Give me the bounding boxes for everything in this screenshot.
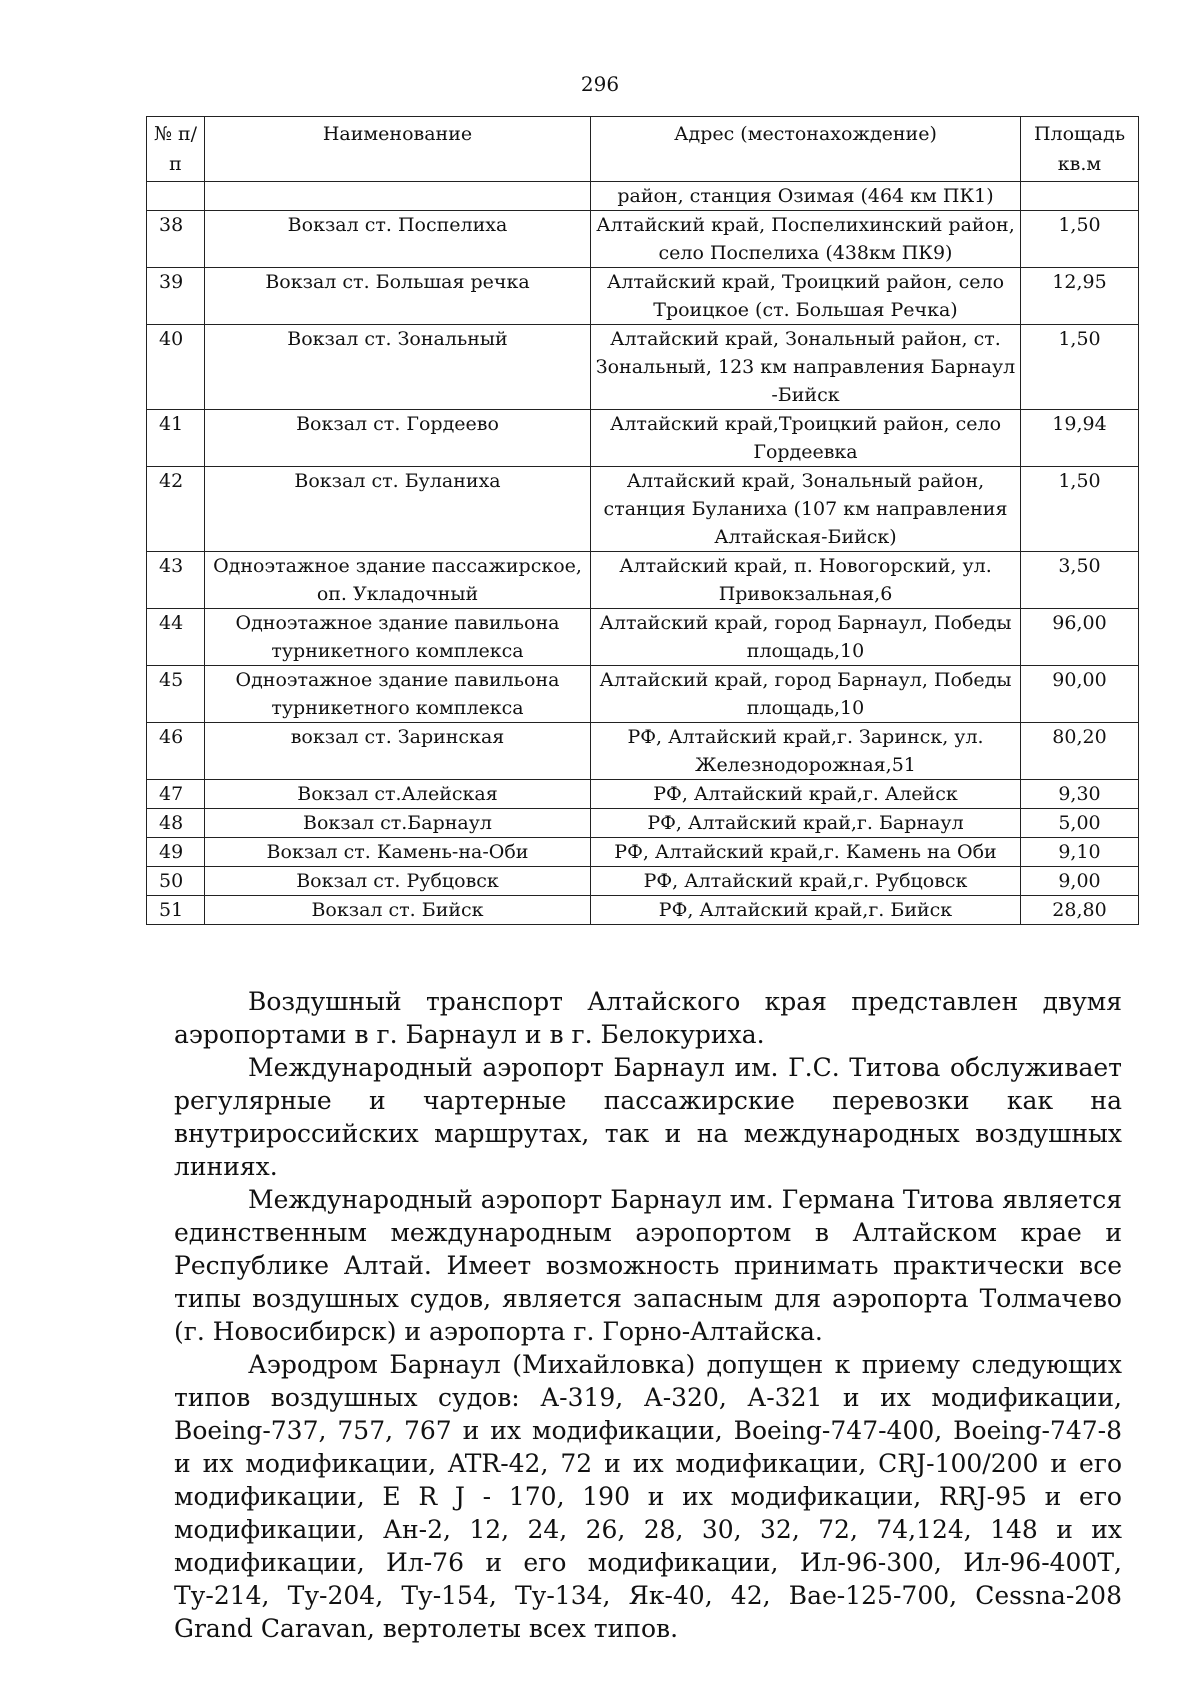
cell-name: Вокзал ст.Алейская xyxy=(205,780,591,809)
header-address: Адрес (местонахождение) xyxy=(591,117,1021,182)
table-row xyxy=(147,325,1139,410)
page-number: 296 xyxy=(580,72,620,96)
cell-address: Алтайский край, Поспелихинский район, село Поспелиха (438км ПК9) xyxy=(591,211,1021,268)
cell-num xyxy=(147,182,205,211)
paragraph: Международный аэропорт Барнаул им. Германа Титова является единственным международным аэропортом в Алтайском крае и Республике Алтай. Имеет возможность принимать практически все типы воздушных судов, является запасным для аэропорта Толмачево (г. Новосибирск) и аэропорта г. Горно-Алтайска. xyxy=(174,1185,1122,1346)
cell-num: 43 xyxy=(147,552,205,609)
cell-area: 9,10 xyxy=(1021,838,1139,867)
cell-area: 1,50 xyxy=(1021,325,1139,410)
cell-name: Вокзал ст. Рубцовск xyxy=(205,867,591,896)
cell-address: Алтайский край, Зональный район, ст. Зональный, 123 км направления Барнаул -Бийск xyxy=(591,325,1021,410)
cell-num: 50 xyxy=(147,867,205,896)
paragraph: Воздушный транспорт Алтайского края представлен двумя аэропортами в г. Барнаул и в г. Белокуриха. xyxy=(174,987,1122,1049)
cell-name: Вокзал ст.Барнаул xyxy=(205,809,591,838)
cell-num: 44 xyxy=(147,609,205,666)
cell-name: вокзал ст. Заринская xyxy=(205,723,591,780)
table-row xyxy=(147,666,1139,723)
cell-area: 12,95 xyxy=(1021,268,1139,325)
cell-num: 41 xyxy=(147,410,205,467)
cell-area: 5,00 xyxy=(1021,809,1139,838)
cell-name: Вокзал ст. Гордеево xyxy=(205,410,591,467)
cell-area: 96,00 xyxy=(1021,609,1139,666)
cell-area: 1,50 xyxy=(1021,211,1139,268)
cell-area: 3,50 xyxy=(1021,552,1139,609)
cell-address: Алтайский край, город Барнаул, Победы площадь,10 xyxy=(591,609,1021,666)
cell-area: 9,30 xyxy=(1021,780,1139,809)
stations-table xyxy=(146,116,1139,925)
cell-name: Вокзал ст. Зональный xyxy=(205,325,591,410)
cell-address: РФ, Алтайский край,г. Камень на Оби xyxy=(591,838,1021,867)
table-row xyxy=(147,609,1139,666)
cell-address: Алтайский край, город Барнаул, Победы площадь,10 xyxy=(591,666,1021,723)
cell-num: 39 xyxy=(147,268,205,325)
table-row xyxy=(147,867,1139,896)
cell-area: 90,00 xyxy=(1021,666,1139,723)
cell-area xyxy=(1021,182,1139,211)
body-text xyxy=(174,985,1122,1645)
cell-num: 38 xyxy=(147,211,205,268)
table-body xyxy=(147,182,1139,925)
table-row xyxy=(147,182,1139,211)
paragraph: Аэродром Барнаул (Михайловка) допущен к приему следующих типов воздушных судов: А-319, А-320, А-321 и их модификации, Boeing-737, 757, 767 и их модификации, Boeing-747-400, Boeing-747-8 и их модификации, ATR-42, 72 и их модификации, CRJ-100/200 и его модификации, E R J - 170, 190 и их модификации, RRJ-95 и его модификации, Ан-2, 12, 24, 26, 28, 30, 32, 72, 74,124, 148 и их модификации, Ил-76 и его модификации, Ил-96-300, Ил-96-400Т, Ту-214, Ту-204, Ту-154, Ту-134, Як-40, 42, Вае-125-700, Cessna-208 Grand Caravan, вертолеты всех типов. xyxy=(174,1350,1122,1643)
paragraph: Международный аэропорт Барнаул им. Г.С. Титова обслуживает регулярные и чартерные пассажирские перевозки как на внутрироссийских маршрутах, так и на международных воздушных линиях. xyxy=(174,1053,1122,1181)
cell-num: 42 xyxy=(147,467,205,552)
header-num: № п/п xyxy=(147,117,205,182)
table-row xyxy=(147,552,1139,609)
cell-area: 80,20 xyxy=(1021,723,1139,780)
cell-num: 45 xyxy=(147,666,205,723)
table-row xyxy=(147,268,1139,325)
cell-address: Алтайский край, Зональный район, станция Буланиха (107 км направления Алтайская-Бийск) xyxy=(591,467,1021,552)
cell-name xyxy=(205,182,591,211)
cell-address: район, станция Озимая (464 км ПК1) xyxy=(591,182,1021,211)
header-area: Площадь кв.м xyxy=(1021,117,1139,182)
cell-name: Одноэтажное здание пассажирское, оп. Укладочный xyxy=(205,552,591,609)
table-row xyxy=(147,410,1139,467)
cell-area: 19,94 xyxy=(1021,410,1139,467)
table-row xyxy=(147,838,1139,867)
table-row xyxy=(147,809,1139,838)
cell-name: Вокзал ст. Большая речка xyxy=(205,268,591,325)
table-row xyxy=(147,467,1139,552)
cell-address: РФ, Алтайский край,г. Бийск xyxy=(591,896,1021,925)
cell-name: Вокзал ст. Камень-на-Оби xyxy=(205,838,591,867)
table-row xyxy=(147,211,1139,268)
cell-name: Вокзал ст. Буланиха xyxy=(205,467,591,552)
cell-num: 40 xyxy=(147,325,205,410)
table-row xyxy=(147,723,1139,780)
cell-num: 47 xyxy=(147,780,205,809)
cell-num: 48 xyxy=(147,809,205,838)
cell-num: 46 xyxy=(147,723,205,780)
cell-address: Алтайский край, Троицкий район, село Троицкое (ст. Большая Речка) xyxy=(591,268,1021,325)
cell-address: РФ, Алтайский край,г. Алейск xyxy=(591,780,1021,809)
cell-name: Вокзал ст. Бийск xyxy=(205,896,591,925)
table-row xyxy=(147,780,1139,809)
cell-address: РФ, Алтайский край,г. Рубцовск xyxy=(591,867,1021,896)
cell-name: Одноэтажное здание павильона турникетного комплекса xyxy=(205,609,591,666)
header-name: Наименование xyxy=(205,117,591,182)
cell-num: 51 xyxy=(147,896,205,925)
cell-name: Вокзал ст. Поспелиха xyxy=(205,211,591,268)
cell-area: 28,80 xyxy=(1021,896,1139,925)
cell-address: Алтайский край,Троицкий район, село Гордеевка xyxy=(591,410,1021,467)
cell-area: 1,50 xyxy=(1021,467,1139,552)
cell-address: РФ, Алтайский край,г. Барнаул xyxy=(591,809,1021,838)
cell-address: Алтайский край, п. Новогорский, ул. Привокзальная,6 xyxy=(591,552,1021,609)
table-header-row xyxy=(147,117,1139,182)
table-row xyxy=(147,896,1139,925)
cell-name: Одноэтажное здание павильона турникетного комплекса xyxy=(205,666,591,723)
cell-num: 49 xyxy=(147,838,205,867)
cell-address: РФ, Алтайский край,г. Заринск, ул. Железнодорожная,51 xyxy=(591,723,1021,780)
cell-area: 9,00 xyxy=(1021,867,1139,896)
